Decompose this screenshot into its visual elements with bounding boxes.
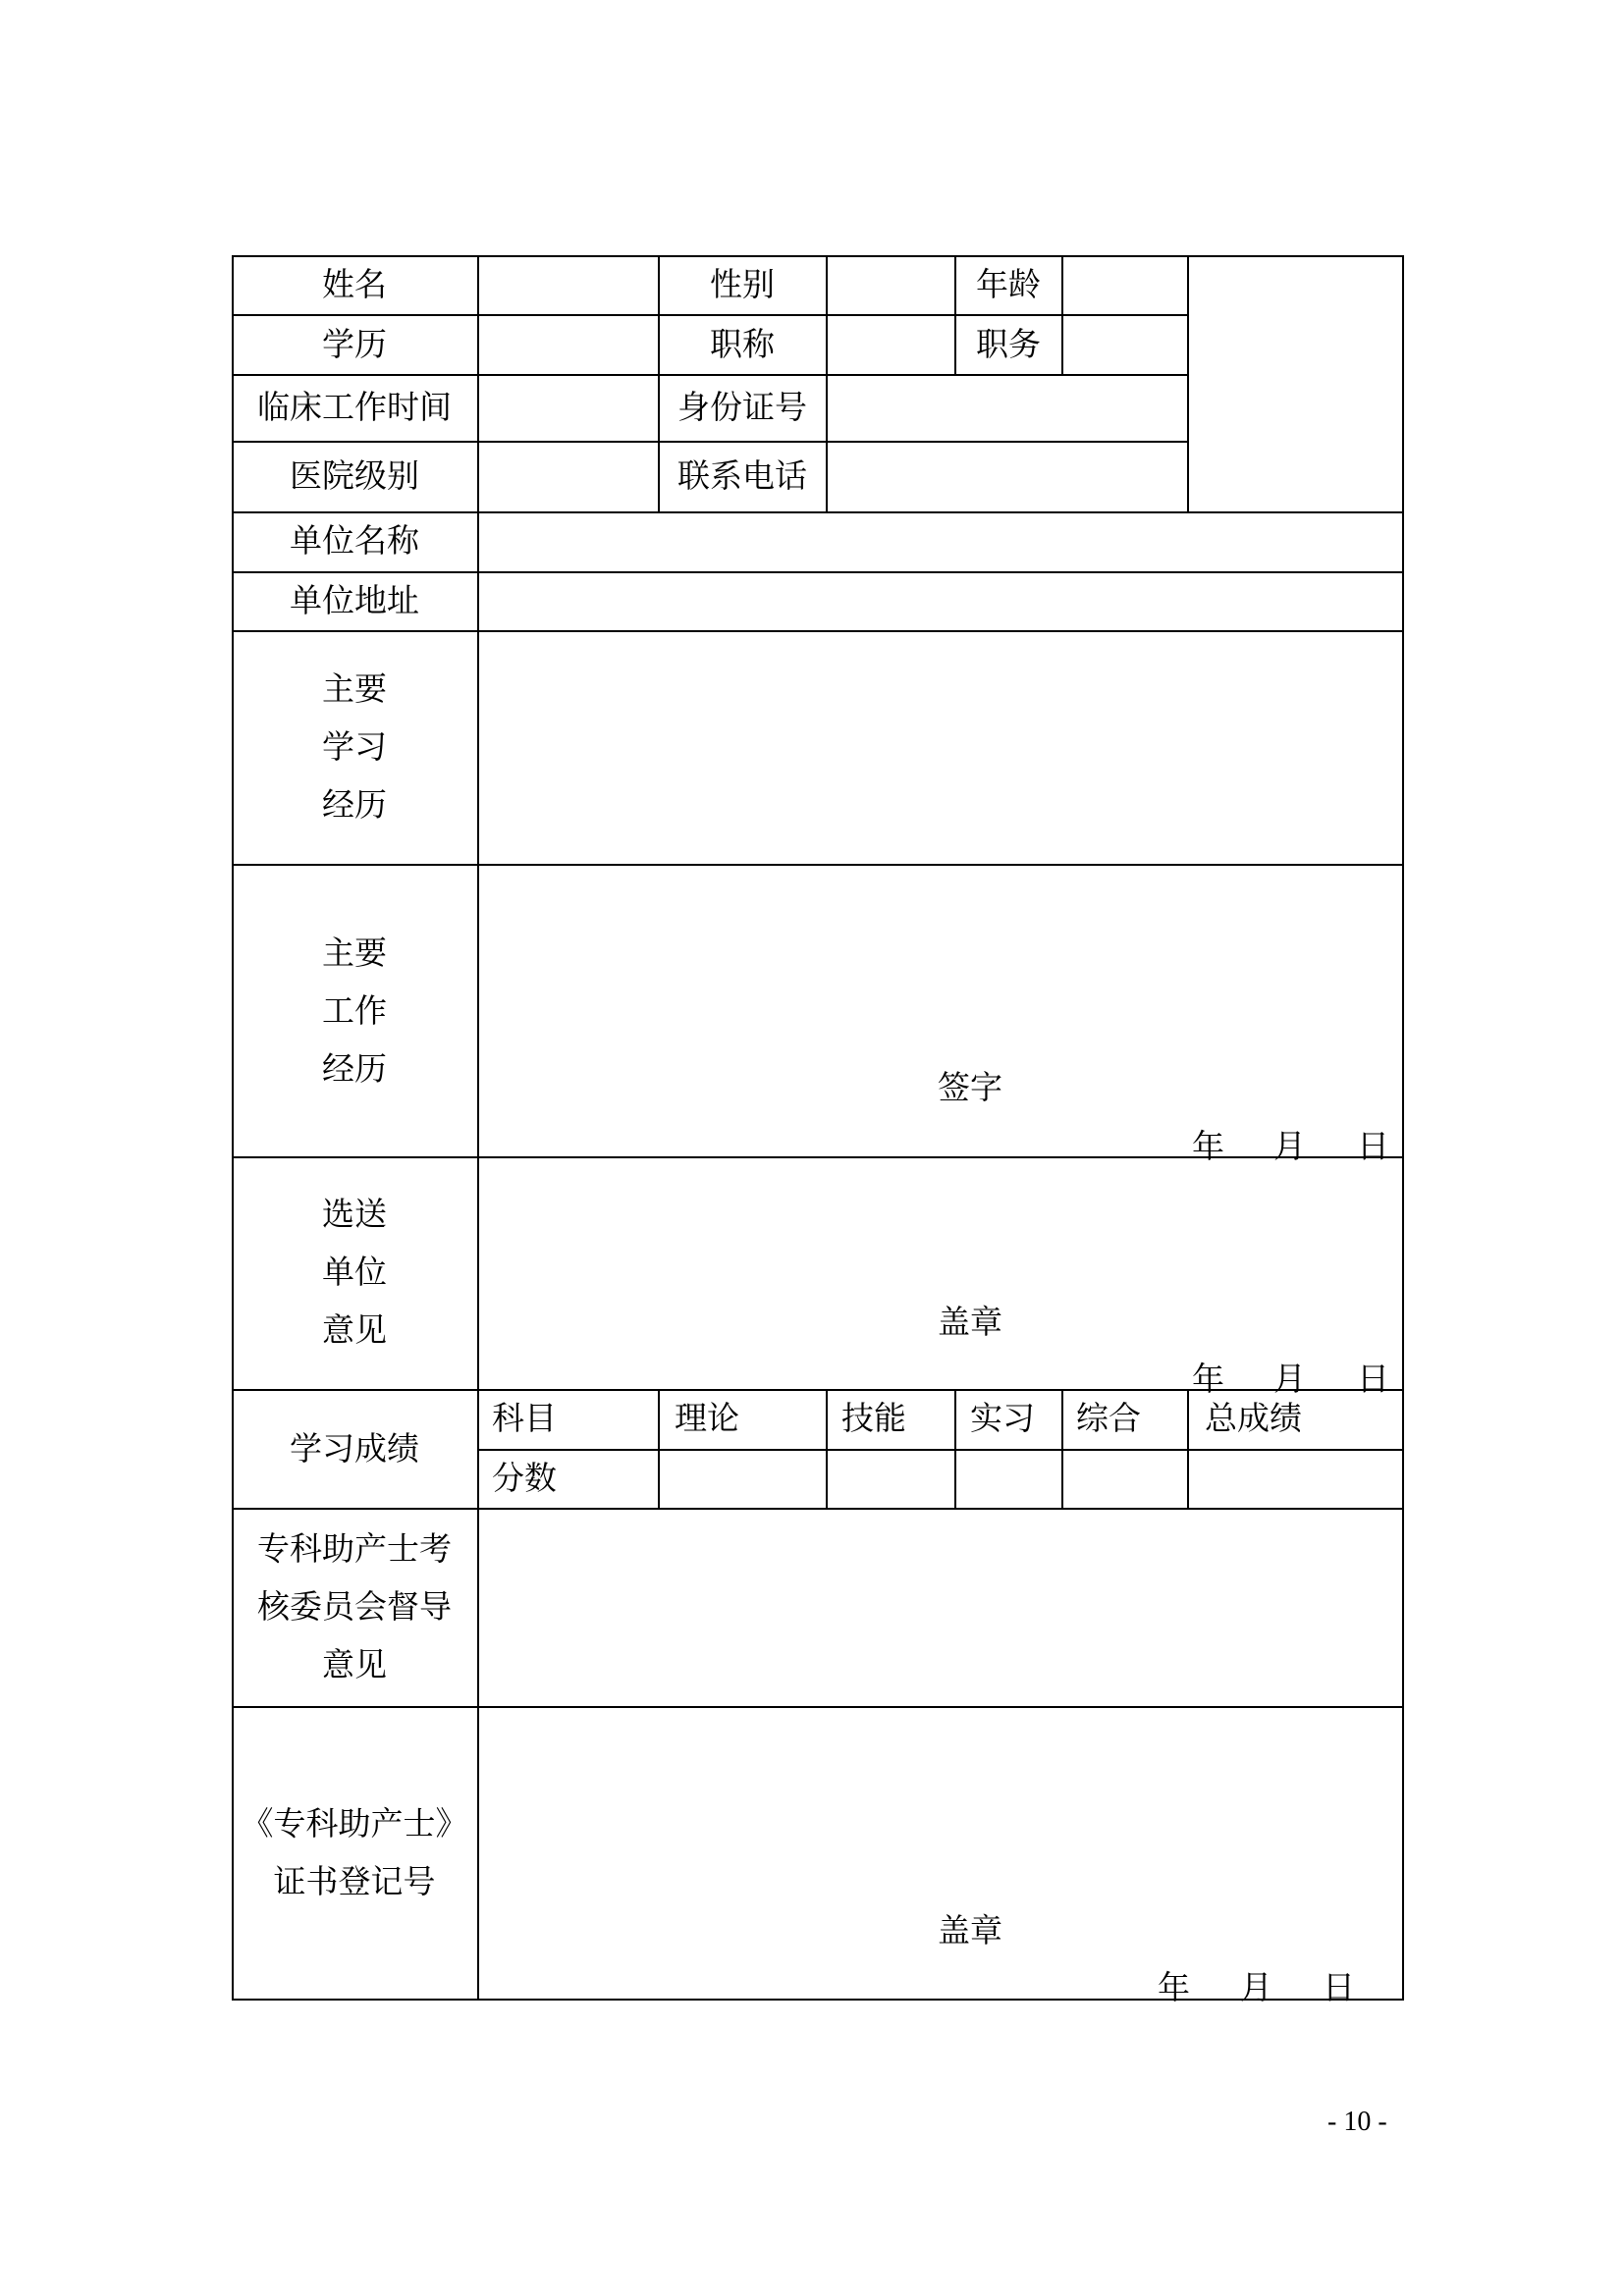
label-committee-opinion: 专科助产士考 核委员会督导 意见 xyxy=(257,1529,452,1683)
photo-box-border xyxy=(1187,255,1189,511)
score-header-comprehensive: 综合 xyxy=(1076,1399,1141,1437)
row-line xyxy=(232,441,1188,443)
score-header-total: 总成绩 xyxy=(1205,1399,1302,1437)
row-line xyxy=(232,1389,1404,1391)
label-study-scores: 学习成绩 xyxy=(290,1429,419,1468)
date-day: 日 xyxy=(1357,1360,1389,1398)
table-border-bottom xyxy=(232,1999,1404,2001)
label-id-number: 身份证号 xyxy=(677,388,807,426)
date-month: 月 xyxy=(1273,1360,1306,1398)
label-unit-address: 单位地址 xyxy=(290,581,419,619)
label-name: 姓名 xyxy=(322,265,387,303)
label-hospital-level: 医院级别 xyxy=(290,456,419,495)
date-year: 年 xyxy=(1158,1968,1190,2006)
score-column-line xyxy=(658,1389,660,1508)
label-education: 学历 xyxy=(322,325,387,363)
score-column-line xyxy=(826,1389,828,1508)
signature-label: 签字 xyxy=(938,1068,1002,1106)
score-header-theory: 理论 xyxy=(675,1399,739,1437)
score-row-label: 分数 xyxy=(492,1459,557,1497)
page-number: - 10 - xyxy=(1327,2107,1387,2137)
label-study-history: 主要 学习 经历 xyxy=(322,669,387,824)
label-unit-opinion: 选送 单位 意见 xyxy=(322,1195,387,1349)
date-year: 年 xyxy=(1192,1127,1224,1165)
label-title: 职称 xyxy=(710,325,775,363)
row-line xyxy=(232,1156,1404,1158)
score-column-line xyxy=(954,1389,956,1508)
column-line xyxy=(826,255,828,511)
column-line xyxy=(658,255,660,511)
seal-label: 盖章 xyxy=(938,1303,1002,1341)
label-age: 年龄 xyxy=(976,265,1041,303)
column-line xyxy=(1061,255,1063,374)
label-unit-name: 单位名称 xyxy=(290,521,419,560)
column-line xyxy=(477,255,479,2001)
application-form-table xyxy=(232,255,1404,2006)
date-year: 年 xyxy=(1192,1360,1224,1398)
row-line xyxy=(232,630,1404,632)
column-line xyxy=(954,255,956,374)
row-line xyxy=(232,571,1404,573)
date-day: 日 xyxy=(1323,1968,1355,2006)
label-gender: 性别 xyxy=(710,265,775,303)
seal-label: 盖章 xyxy=(938,1911,1002,1949)
date-month: 月 xyxy=(1240,1968,1272,2006)
label-clinical-time: 临床工作时间 xyxy=(257,388,452,426)
table-border-left xyxy=(232,255,234,2001)
row-line xyxy=(232,1508,1404,1510)
date-day: 日 xyxy=(1357,1127,1389,1165)
date-month: 月 xyxy=(1273,1127,1306,1165)
label-work-history: 主要 工作 经历 xyxy=(322,934,387,1088)
score-column-line xyxy=(1187,1389,1189,1508)
table-border-right xyxy=(1402,255,1404,2001)
label-position: 职务 xyxy=(976,325,1041,363)
row-line xyxy=(477,1449,1404,1451)
row-line xyxy=(232,1706,1404,1708)
label-phone: 联系电话 xyxy=(677,456,807,495)
score-column-line xyxy=(1061,1389,1063,1508)
label-certificate-number: 《专科助产士》 证书登记号 xyxy=(241,1804,468,1900)
row-line xyxy=(232,864,1404,866)
row-line xyxy=(232,314,1188,316)
row-line xyxy=(232,374,1188,376)
score-header-subject: 科目 xyxy=(492,1399,557,1437)
table-border-top xyxy=(232,255,1404,257)
row-line xyxy=(232,511,1404,513)
score-header-practice: 实习 xyxy=(970,1399,1035,1437)
score-header-skill: 技能 xyxy=(841,1399,906,1437)
